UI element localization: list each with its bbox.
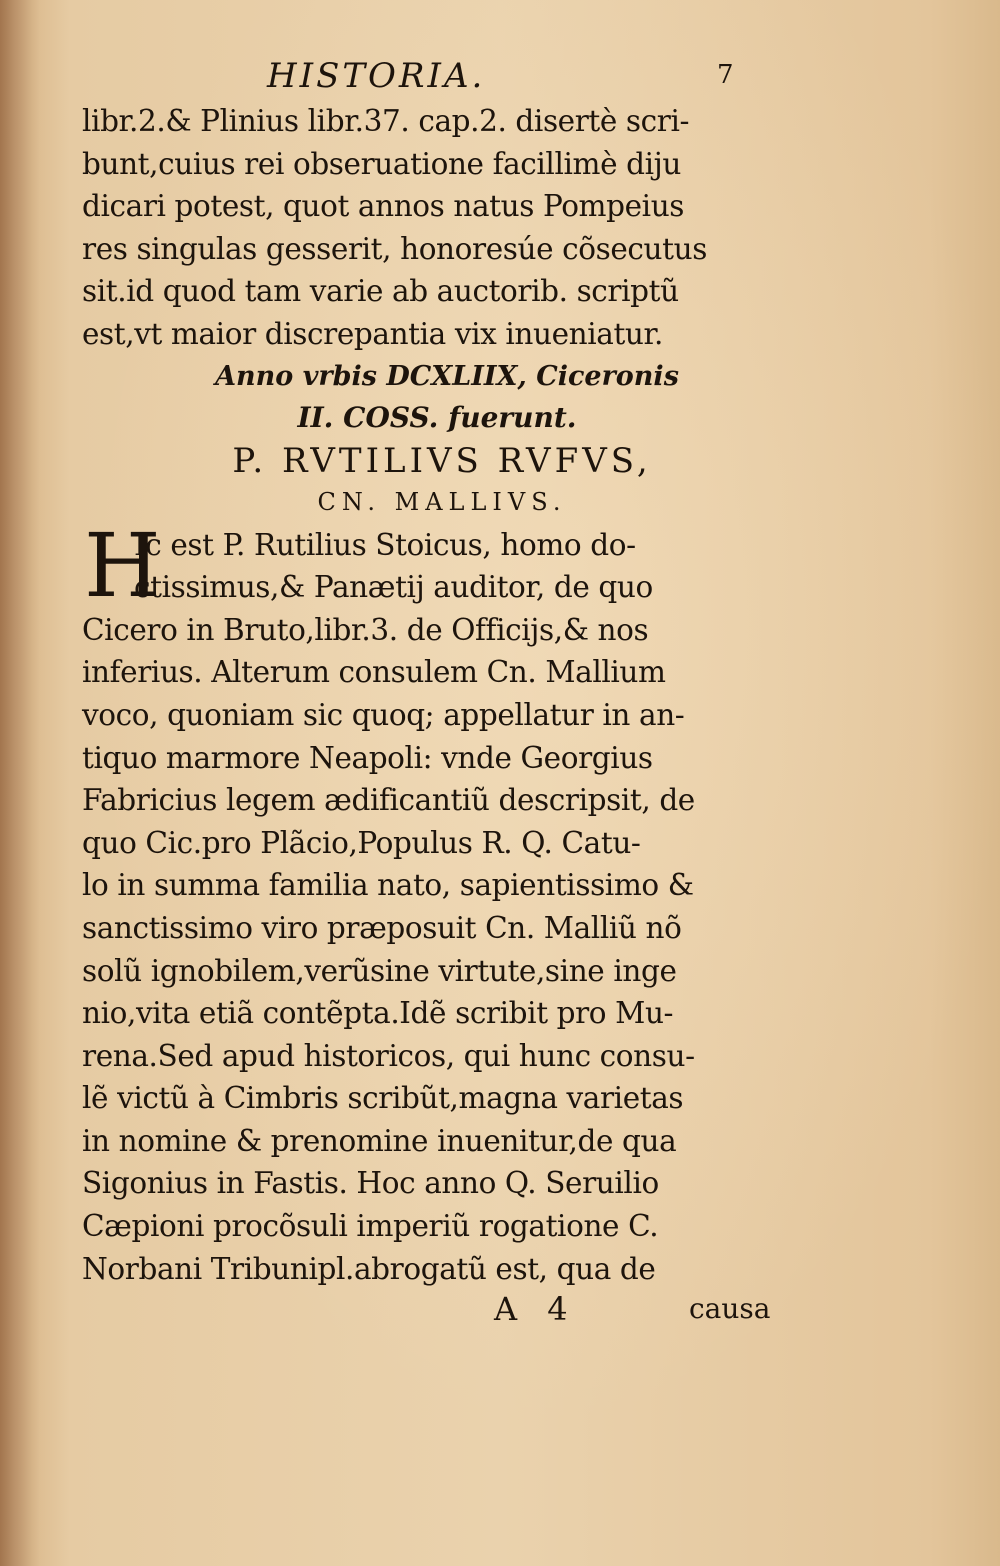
text-line: est,vt maior discrepantia vix inueniatur. <box>82 316 663 351</box>
text-line: rena.Sed apud historicos, qui hunc consu- <box>82 1038 695 1073</box>
signature-mark: A 4 <box>494 1290 578 1329</box>
text-line: tiquo marmore Neapoli: vnde Georgius <box>82 740 653 775</box>
text-line: voco, quoniam sic quoq; appellatur in an- <box>82 697 685 732</box>
running-head-title: HISTORIA. <box>267 56 486 96</box>
catchword: causa <box>689 1292 771 1326</box>
text-line: dicari potest, quot annos natus Pompeius <box>82 189 685 224</box>
text-line: Cicero in Bruto,libr.3. de Officijs,& nos <box>82 612 649 647</box>
running-head <box>82 50 782 100</box>
main-paragraph <box>82 513 782 1291</box>
text-line: libr.2.& Plinius libr.37. cap.2. disertè scri- <box>82 104 690 138</box>
text-line: in nomine & prenomine inuenitur,de qua <box>82 1123 677 1158</box>
text-line: Ic est P. Rutilius Stoicus, homo do- <box>134 527 636 562</box>
text-line: quo Cic.pro Plãcio,Populus R. Q. Catu- <box>82 825 641 860</box>
text-line: lo in summa familia nato, sapientissimo & <box>82 868 694 903</box>
text-line: res singulas gesserit, honoresúe cõsecutus <box>82 231 707 266</box>
text-line: inferius. Alterum consulem Cn. Mallium <box>82 655 666 690</box>
year-heading-line-1: Anno vrbis DCXLIIX, Ciceronis <box>215 360 679 392</box>
consul-names-line-2: CN. MALLIVS. <box>317 487 567 516</box>
text-line: Norbani Tribunipl.abrogatũ est, qua de <box>82 1251 656 1286</box>
text-line: Fabricius legem ædificantiũ descripsit, de <box>82 783 695 818</box>
page-number: 7 <box>717 60 734 90</box>
text-line: ctissimus,& Panætij auditor, de quo <box>134 570 653 605</box>
text-line: Sigonius in Fastis. Hoc anno Q. Seruilio <box>82 1166 659 1201</box>
gutter-shadow <box>0 0 40 1566</box>
text-line: lẽ victũ à Cimbris scribũt,magna varietas <box>82 1081 684 1116</box>
drop-cap: H <box>84 513 161 617</box>
page-footer <box>82 1290 782 1334</box>
text-line: sit.id quod tam varie ab auctorib. scriptũ <box>82 274 679 309</box>
year-heading-line-2: II. COSS. fuerunt. <box>297 400 577 434</box>
text-line: nio,vita etiã contẽpta.Idẽ scribit pro Mu- <box>82 996 674 1031</box>
text-line: bunt,cuius rei obseruatione facillimè diju <box>82 146 682 181</box>
text-line: Cæpioni procõsuli imperiũ rogatione C. <box>82 1209 659 1244</box>
consul-names-line-1: P. RVTILIVS RVFVS, <box>232 440 652 481</box>
continued-paragraph <box>82 100 782 356</box>
text-line: sanctissimo viro præposuit Cn. Malliũ nõ <box>82 910 682 945</box>
text-line: solũ ignobilem,verũsine virtute,sine inge <box>82 953 677 988</box>
page-text-block <box>82 50 782 1334</box>
